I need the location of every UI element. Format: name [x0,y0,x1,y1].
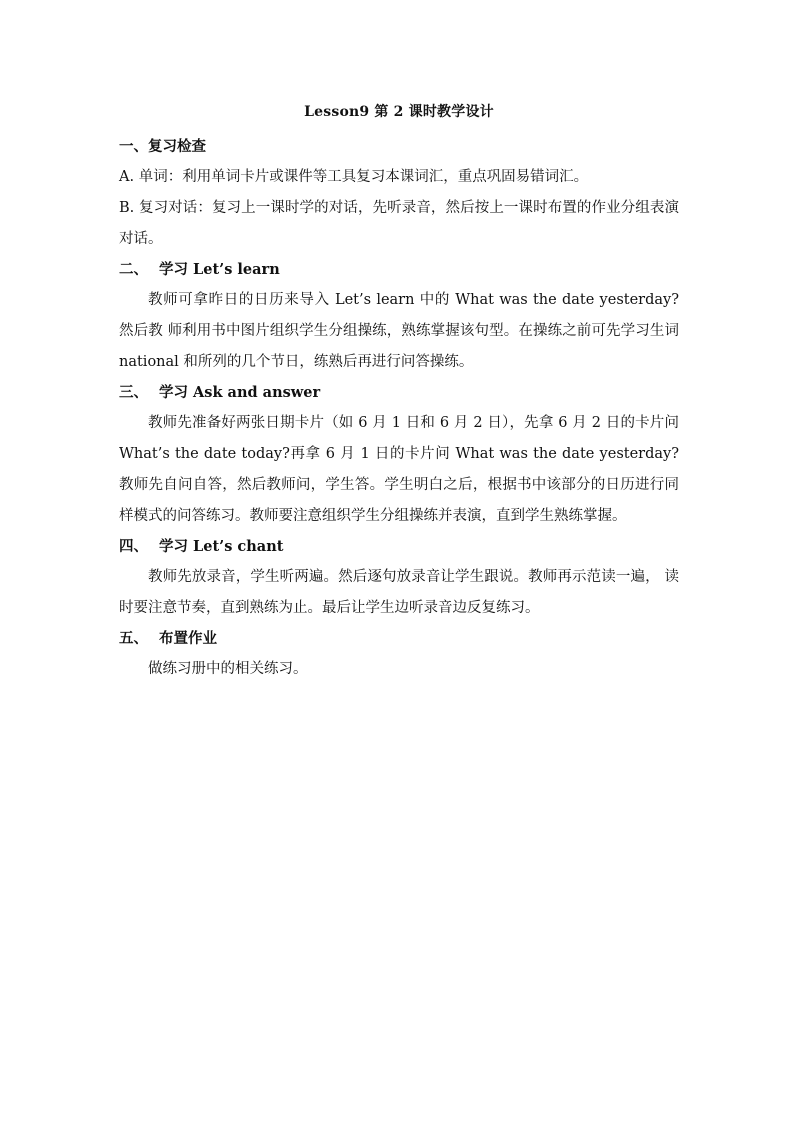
section-number: 二、 [119,261,148,278]
section-heading [119,378,679,408]
section-heading [119,624,679,654]
paragraph: 教师先放录音，学生听两遍。然后逐句放录音让学生跟说。教师再示范读一遍， 读时要注意节奏，直到熟练为止。最后让学生边听录音边反复练习。 [119,569,679,616]
document-body [119,102,679,685]
section-homework [119,624,679,685]
section-number: 一、 [119,138,148,155]
section-lets-learn [119,255,679,378]
paragraph: 教师先准备好两张日期卡片（如 6 月 1 日和 6 月 2 日），先拿 6 月 2 日的卡片问 What’s the date today?再拿 6 月 1 日的卡片问 What was the date yesterday?教师先自问自答，然后教师问，学生答。学生明白之后，根据书中该部分的日历进行同样模式的问答练习。教师要注意组织学生分组操练并表演，直到学生熟练掌握。 [119,415,679,524]
section-title: 学习 Let’s learn [159,261,280,278]
document-title: Lesson9 第 2 课时教学设计 [304,104,494,120]
paragraph: A. 单词：利用单词卡片或课件等工具复习本课词汇，重点巩固易错词汇。 [119,169,589,185]
section-number: 五、 [119,630,148,647]
section-title: 学习 Ask and answer [159,384,321,401]
section-review [119,132,679,255]
section-title: 复习检查 [148,138,206,155]
section-title: 布置作业 [159,630,217,647]
section-number: 四、 [119,538,148,555]
paragraph: 教师可拿昨日的日历来导入 Let’s learn 中的 What was the date yesterday? 然后教 师利用书中图片组织学生分组操练，熟练掌握该句型。在操练之前可先学习生词 national 和所列的几个节日，练熟后再进行问答操练。 [119,292,679,370]
section-heading [119,532,679,562]
section-number: 三、 [119,384,148,401]
paragraph: 做练习册中的相关练习。 [148,661,308,677]
paragraph: B. 复习对话：复习上一课时学的对话，先听录音，然后按上一课时布置的作业分组表演对话。 [119,200,679,247]
section-title: 学习 Let’s chant [159,538,284,555]
section-lets-chant [119,532,679,624]
section-ask-and-answer [119,378,679,532]
section-heading [119,255,679,285]
section-heading [119,132,679,162]
